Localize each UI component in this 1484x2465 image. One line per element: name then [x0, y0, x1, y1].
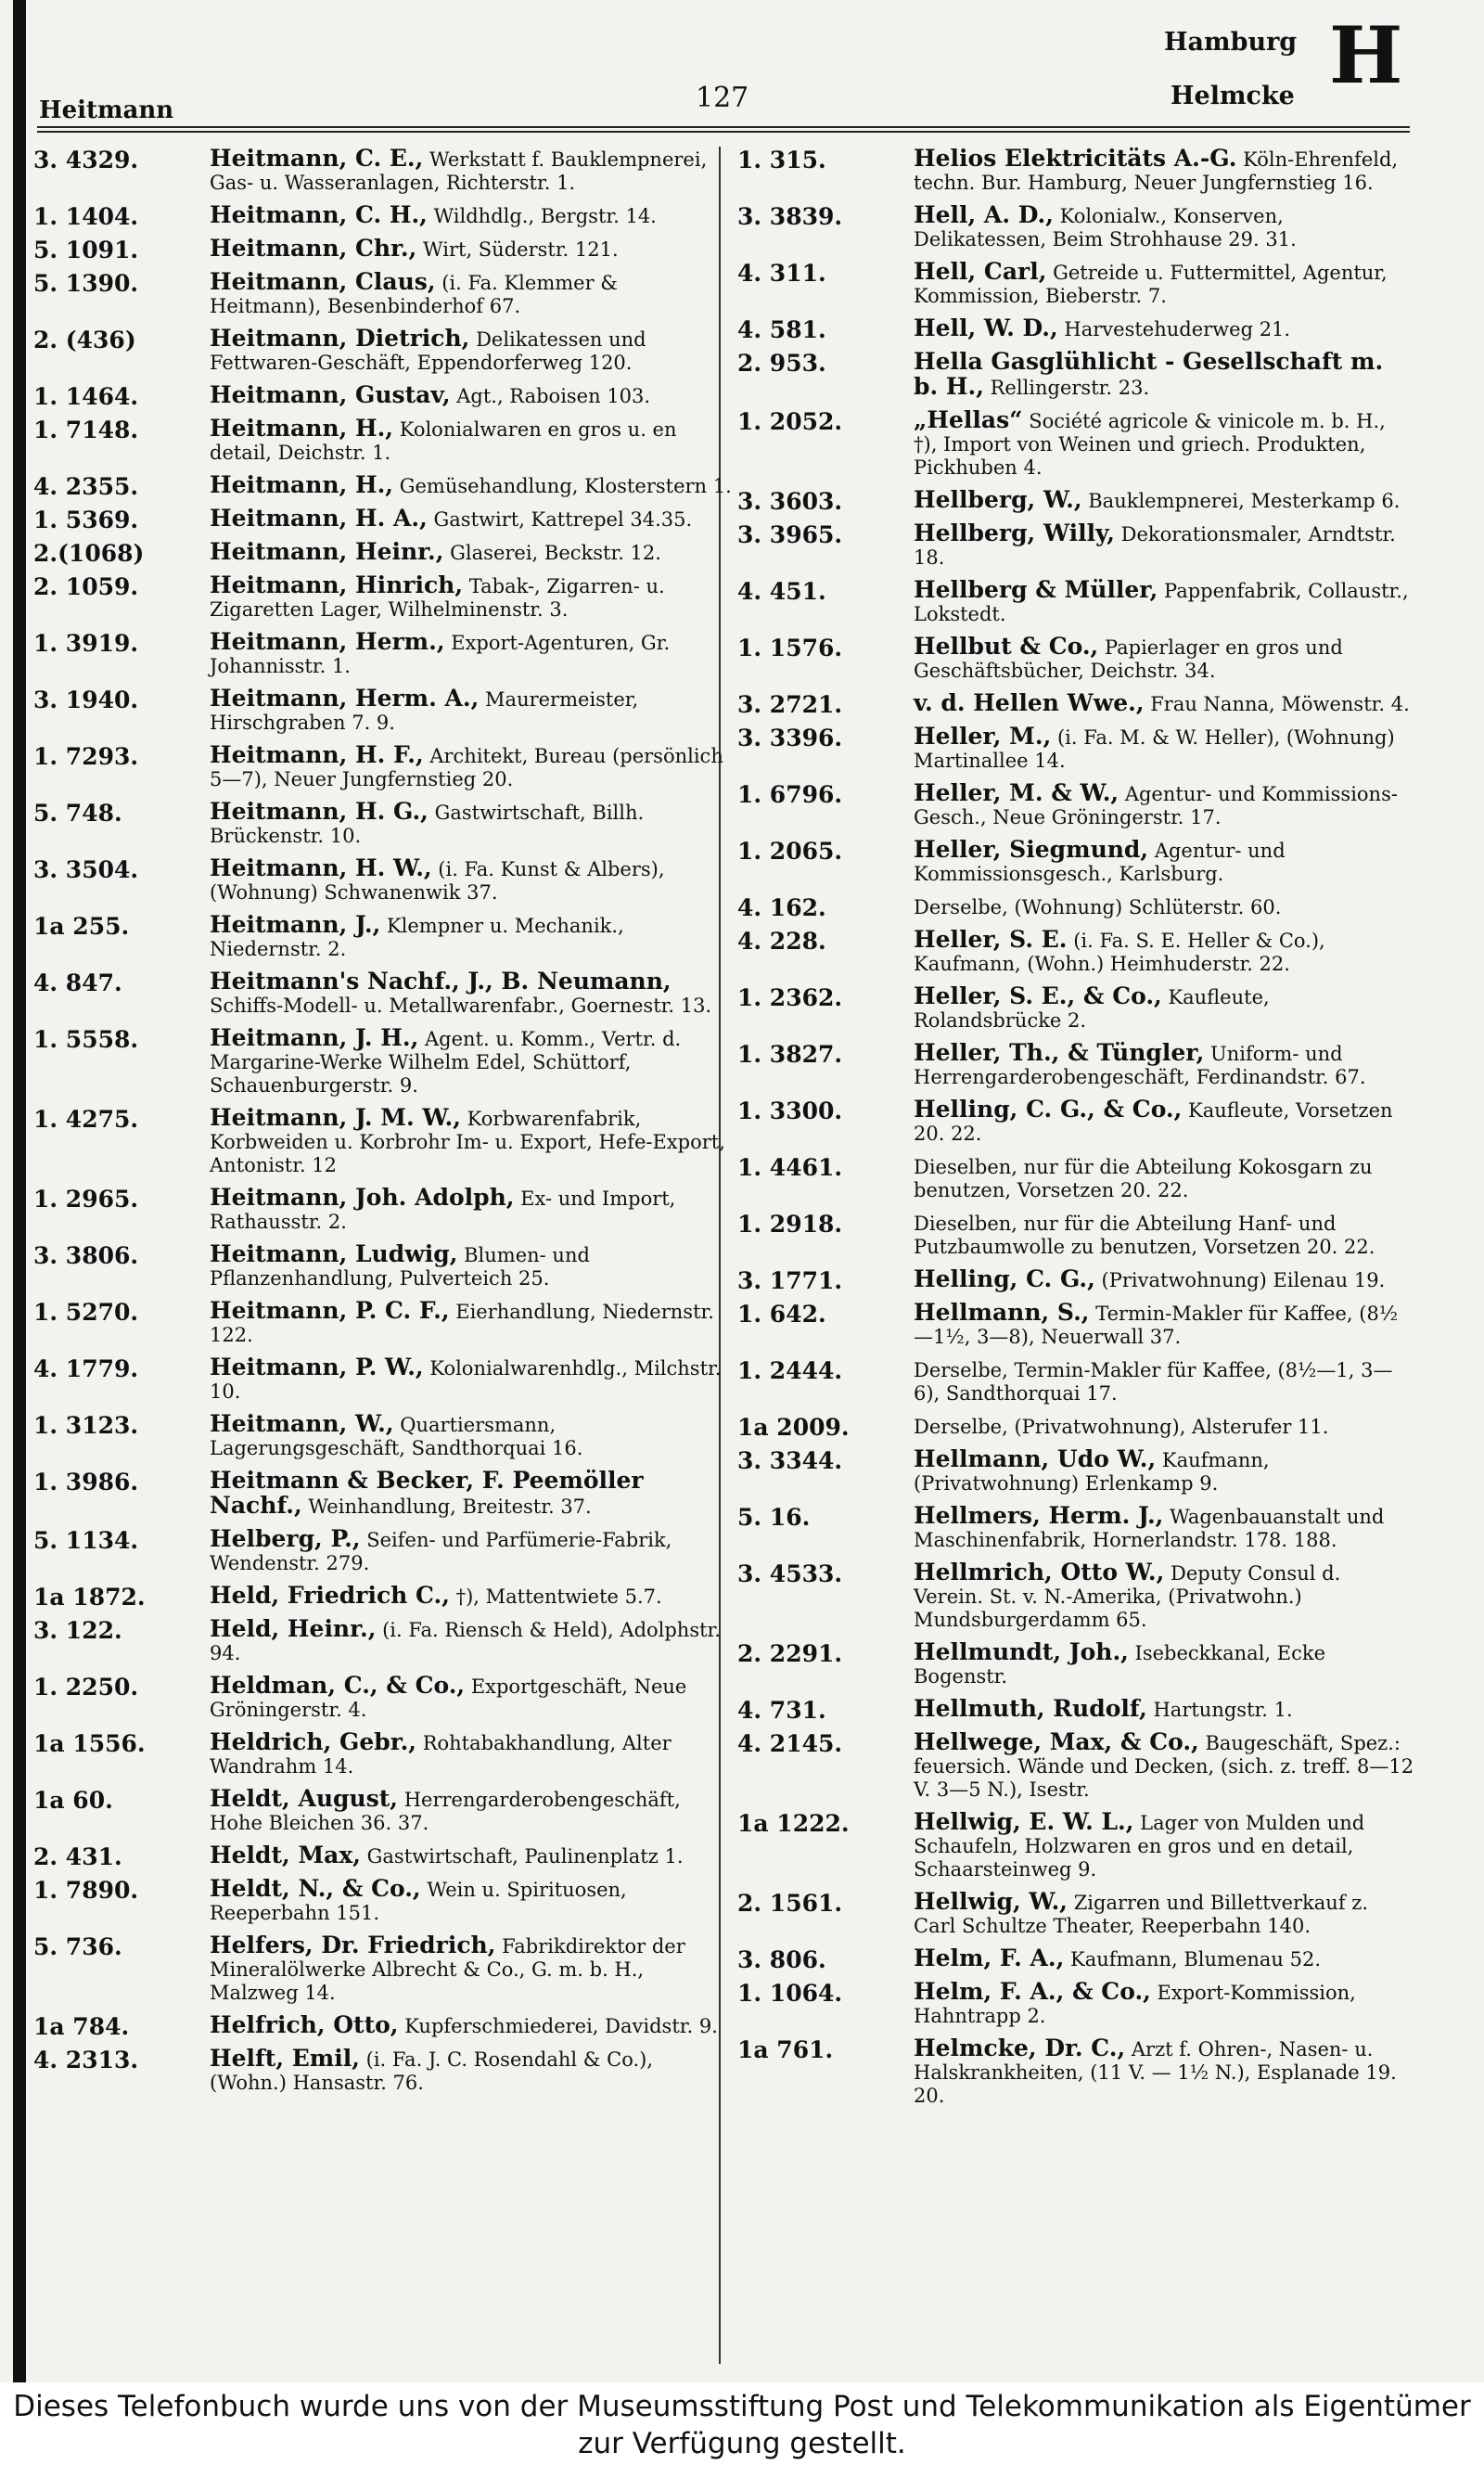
- directory-entry: [737, 2036, 1414, 2108]
- phone-number: 4. 311.: [737, 260, 826, 287]
- phone-number: 1. 3986.: [33, 1469, 139, 1496]
- directory-entry: [33, 1674, 734, 1722]
- entry-details: Rellingerstr. 23.: [990, 377, 1150, 399]
- directory-entry: [737, 894, 1414, 919]
- entry-name: Heller, Siegmund,: [914, 836, 1149, 863]
- entry-name: Hellberg & Müller,: [914, 576, 1158, 603]
- directory-entry: [737, 1211, 1414, 1259]
- entry-details: Derselbe, (Privatwohnung), Alsterufer 11.: [914, 1416, 1329, 1438]
- entry-name: Heitmann, P. W.,: [210, 1354, 424, 1380]
- directory-entry: [33, 1584, 734, 1609]
- phone-number: 4. 162.: [737, 894, 826, 921]
- entry-details: Derselbe, Termin-Makler für Kaffee, (8½—1, 3—6), Sandthorquai 17.: [914, 1359, 1393, 1405]
- phone-number: 1a 60.: [33, 1787, 113, 1814]
- entry-details: Wagenbauanstalt und Maschinenfabrik, Hornerlandstr. 178. 188.: [914, 1506, 1385, 1551]
- entry-name: Heitmann, Herm.,: [210, 628, 445, 655]
- page-edge-mark: [13, 0, 26, 2382]
- entry-name: Heller, M.,: [914, 723, 1052, 750]
- entry-details: Getreide u. Futtermittel, Agentur, Kommission, Bieberstr. 7.: [914, 262, 1388, 307]
- entry-name: Held, Friedrich C.,: [210, 1582, 450, 1609]
- directory-entry: [33, 270, 734, 318]
- directory-entry: [737, 1357, 1414, 1406]
- directory-entry: [737, 1098, 1414, 1146]
- directory-entry: [737, 781, 1414, 829]
- entry-details: Frau Nanna, Möwenstr. 4.: [1150, 693, 1410, 715]
- phone-number: 1a 2009.: [737, 1414, 850, 1441]
- phone-number: 4. 581.: [737, 316, 826, 343]
- phone-number: 4. 228.: [737, 928, 826, 955]
- phone-number: 1. 2444.: [737, 1357, 843, 1384]
- entry-name: Helberg, P.,: [210, 1525, 361, 1552]
- entry-details: Société agricole & vinicole m. b. H., †), Import von Weinen und griech. Produkten, Pickhuben 4.: [914, 410, 1386, 479]
- entry-name: Heitmann, Hinrich,: [210, 571, 464, 598]
- phone-number: 3. 122.: [33, 1617, 122, 1644]
- phone-number: 1. 7148.: [33, 417, 139, 443]
- entry-details: Gastwirtschaft, Billh. Brückenstr. 10.: [210, 802, 645, 847]
- entry-details: Harvestehuderweg 21.: [1064, 318, 1291, 340]
- phone-number: 1a 761.: [737, 2036, 834, 2063]
- directory-entry: [737, 635, 1414, 683]
- phone-number: 1. 642.: [737, 1301, 826, 1328]
- directory-entry: [33, 1787, 734, 1835]
- directory-entry: [33, 1730, 734, 1778]
- directory-entry: [33, 2047, 734, 2095]
- phone-number: 3. 3504.: [33, 856, 139, 883]
- entry-details: Kaufleute, Rolandsbrücke 2.: [914, 986, 1270, 1032]
- directory-entry: [33, 417, 734, 465]
- entry-details: Exportgeschäft, Neue Gröningerstr. 4.: [210, 1675, 687, 1721]
- entry-name: Heitmann, Ludwig,: [210, 1240, 458, 1267]
- entry-details: Export-Agenturen, Gr. Johannisstr. 1.: [210, 632, 671, 677]
- entry-details: Kaufmann, Blumenau 52.: [1070, 1948, 1322, 1971]
- left-column: [33, 147, 734, 2103]
- entry-details: Werkstatt f. Bauklempnerei, Gas- u. Wasseranlagen, Richterstr. 1.: [210, 148, 708, 194]
- entry-name: Heitmann, Joh. Adolph,: [210, 1184, 515, 1211]
- directory-entry: [737, 928, 1414, 976]
- entry-name: Heitmann & Becker, F. Peemöller Nachf.,: [210, 1467, 644, 1519]
- directory-entry: [737, 260, 1414, 308]
- directory-entry: [737, 316, 1414, 341]
- header-left-keyword: Heitmann: [39, 96, 174, 124]
- phone-number: 4. 1779.: [33, 1355, 139, 1382]
- directory-entry: [737, 1414, 1414, 1439]
- entry-name: Hellmundt, Joh.,: [914, 1638, 1129, 1665]
- phone-number: 1. 5369.: [33, 507, 139, 533]
- entry-details: Weinhandlung, Breitestr. 37.: [308, 1496, 592, 1518]
- entry-details: Isebeckkanal, Ecke Bogenstr.: [914, 1642, 1326, 1688]
- entry-name: Hell, Carl,: [914, 258, 1047, 285]
- entry-name: Hell, W. D.,: [914, 315, 1058, 341]
- entry-details: (i. Fa. S. E. Heller & Co.), Kaufmann, (Wohn.) Heimhuderstr. 22.: [914, 930, 1325, 975]
- entry-name: Heitmann, J. H.,: [210, 1024, 419, 1051]
- entry-name: Heitmann, W.,: [210, 1410, 394, 1437]
- entry-details: Bauklempnerei, Mesterkamp 6.: [1088, 490, 1401, 512]
- directory-entry: [737, 1447, 1414, 1496]
- entry-name: Heitmann, J. M. W.,: [210, 1104, 461, 1131]
- entry-details: Kaufleute, Vorsetzen 20. 22.: [914, 1099, 1393, 1145]
- entry-name: Hellberg, Willy,: [914, 520, 1115, 546]
- entry-name: Hellwig, W.,: [914, 1888, 1068, 1915]
- directory-entry: [33, 573, 734, 622]
- entry-details: (i. Fa. J. C. Rosendahl & Co.), (Wohn.) Hansastr. 76.: [210, 2048, 654, 2094]
- phone-number: 5. 1091.: [33, 237, 139, 263]
- phone-number: 3. 3603.: [737, 488, 843, 515]
- page-number: 127: [696, 82, 749, 114]
- phone-number: 3. 3965.: [737, 521, 843, 548]
- directory-entry: [737, 1154, 1414, 1202]
- directory-entry: [33, 1617, 734, 1665]
- phone-number: 1. 4461.: [737, 1154, 843, 1181]
- directory-entry: [33, 473, 734, 498]
- entry-details: Dekorationsmaler, Arndtstr. 18.: [914, 523, 1396, 569]
- phone-number: 4. 731.: [737, 1697, 826, 1724]
- entry-name: Heitmann, J.,: [210, 911, 381, 938]
- directory-entry: [737, 725, 1414, 773]
- phone-number: 4. 2355.: [33, 473, 139, 500]
- phone-number: 1. 3919.: [33, 630, 139, 657]
- phone-number: 5. 16.: [737, 1504, 811, 1531]
- directory-entry: [33, 1469, 734, 1519]
- entry-name: Helm, F. A.,: [914, 1945, 1065, 1971]
- header-rule: [37, 126, 1410, 128]
- entry-name: Heller, M. & W.,: [914, 779, 1119, 806]
- entry-name: v. d. Hellen Wwe.,: [914, 689, 1145, 716]
- entry-details: Wein u. Spirituosen, Reeperbahn 151.: [210, 1879, 627, 1924]
- entry-name: Hellwig, E. W. L.,: [914, 1808, 1134, 1835]
- phone-number: 3. 1940.: [33, 687, 139, 713]
- phone-number: 1. 1464.: [33, 383, 139, 410]
- directory-entry: [737, 1810, 1414, 1881]
- entry-details: Delikatessen und Fettwaren-Geschäft, Eppendorferweg 120.: [210, 328, 646, 374]
- directory-entry: [737, 984, 1414, 1033]
- phone-number: 3. 806.: [737, 1946, 826, 1973]
- directory-entry: [33, 913, 734, 961]
- entry-details: Korbwarenfabrik, Korbweiden u. Korbrohr Im- u. Export, Hefe-Export, Antonistr. 12: [210, 1108, 725, 1176]
- phone-number: 5. 1390.: [33, 270, 139, 297]
- phone-number: 1a 784.: [33, 2013, 130, 2040]
- directory-entry: [737, 1640, 1414, 1688]
- entry-details: Kolonialwaren en gros u. en detail, Deichstr. 1.: [210, 418, 677, 464]
- directory-entry: [33, 1877, 734, 1925]
- phone-number: 1. 1404.: [33, 203, 139, 230]
- entry-name: Helft, Emil,: [210, 2045, 360, 2072]
- entry-name: Helmcke, Dr. C.,: [914, 2035, 1126, 2061]
- entry-details: Arzt f. Ohren-, Nasen- u. Halskrankheiten, (11 V. — 1½ N.), Esplanade 19. 20.: [914, 2038, 1397, 2107]
- directory-entry: [737, 1980, 1414, 2028]
- directory-entry: [33, 1355, 734, 1404]
- directory-entry: [33, 203, 734, 228]
- entry-details: Gastwirt, Kattrepel 34.35.: [433, 508, 693, 531]
- entry-details: Seifen- und Parfümerie-Fabrik, Wendenstr. 279.: [210, 1529, 672, 1574]
- phone-number: 3. 3839.: [737, 203, 843, 230]
- entry-details: Export-Kommission, Hahntrapp 2.: [914, 1982, 1356, 2027]
- directory-entry: [33, 1026, 734, 1098]
- phone-number: 5. 736.: [33, 1933, 122, 1960]
- entry-name: Heitmann, Gustav,: [210, 381, 451, 408]
- directory-entry: [737, 1890, 1414, 1938]
- phone-number: 4. 2313.: [33, 2047, 139, 2073]
- entry-name: Heitmann, Chr.,: [210, 235, 417, 262]
- directory-entry: [737, 1697, 1414, 1722]
- directory-entry: [33, 969, 734, 1018]
- entry-name: Hella Gasglühlicht - Gesellschaft m. b. H.,: [914, 348, 1384, 400]
- entry-details: Kolonialwarenhdlg., Milchstr. 10.: [210, 1357, 722, 1403]
- entry-name: Heitmann, H.,: [210, 471, 394, 498]
- phone-number: 1. 3300.: [737, 1098, 843, 1124]
- phone-number: 3. 3806.: [33, 1242, 139, 1269]
- directory-entry: [33, 327, 734, 375]
- phone-number: 3. 2721.: [737, 691, 843, 718]
- entry-details: Kaufmann, (Privatwohnung) Erlenkamp 9.: [914, 1449, 1270, 1495]
- directory-entry: [33, 1412, 734, 1460]
- phone-number: 1. 2918.: [737, 1211, 843, 1238]
- entry-name: Held, Heinr.,: [210, 1615, 377, 1642]
- directory-entry: [737, 147, 1414, 195]
- directory-entry: [737, 1946, 1414, 1971]
- phone-number: 1. 2065.: [737, 838, 843, 865]
- phone-number: 2. 431.: [33, 1843, 122, 1870]
- header-city: Hamburg: [1164, 28, 1298, 57]
- entry-name: Hell, A. D.,: [914, 201, 1054, 228]
- directory-entry: [33, 1186, 734, 1234]
- entry-name: Hellmann, Udo W.,: [914, 1445, 1157, 1472]
- entry-name: Heldt, Max,: [210, 1842, 361, 1868]
- entry-name: Helling, C. G., & Co.,: [914, 1096, 1183, 1123]
- entry-name: Heldt, N., & Co.,: [210, 1875, 421, 1902]
- entry-details: Termin-Makler für Kaffee, (8½—1½, 3—8), Neuerwall 37.: [914, 1303, 1399, 1348]
- directory-entry: [33, 1299, 734, 1347]
- entry-name: „Hellas“: [914, 406, 1023, 433]
- phone-number: 1a 1556.: [33, 1730, 146, 1757]
- directory-entry: [33, 237, 734, 262]
- entry-name: Hellmrich, Otto W.,: [914, 1559, 1165, 1586]
- entry-details: Derselbe, (Wohnung) Schlüterstr. 60.: [914, 896, 1282, 918]
- directory-entry: [737, 1041, 1414, 1089]
- entry-name: Hellmuth, Rudolf,: [914, 1695, 1147, 1722]
- directory-entry: [33, 147, 734, 195]
- phone-number: 1. 4275.: [33, 1106, 139, 1133]
- entry-details: (i. Fa. Klemmer & Heitmann), Besenbinderhof 67.: [210, 272, 618, 317]
- directory-entry: [33, 383, 734, 408]
- phone-number: 2.(1068): [33, 540, 145, 567]
- directory-entry: [33, 687, 734, 735]
- phone-number: 1. 5558.: [33, 1026, 139, 1053]
- entry-details: (i. Fa. Riensch & Held), Adolphstr. 94.: [210, 1619, 721, 1664]
- entry-details: Kupferschmiederei, Davidstr. 9.: [404, 2015, 718, 2037]
- entry-details: Agent. u. Komm., Vertr. d. Margarine-Werke Wilhelm Edel, Schüttorf, Schauenburgerstr. 9.: [210, 1028, 682, 1097]
- directory-entry: [737, 203, 1414, 251]
- entry-name: Hellberg, W.,: [914, 486, 1082, 513]
- phone-number: 1. 2965.: [33, 1186, 139, 1213]
- phone-number: 1. 2250.: [33, 1674, 139, 1701]
- phone-number: 4. 451.: [737, 578, 826, 605]
- header-rule: [37, 131, 1410, 133]
- entry-details: †), Mattentwiete 5.7.: [455, 1586, 662, 1608]
- directory-entry: [737, 521, 1414, 570]
- entry-details: Lager von Mulden und Schaufeln, Holzwaren en gros und en detail, Schaarsteinweg 9.: [914, 1812, 1365, 1881]
- phone-number: 3. 3396.: [737, 725, 843, 751]
- phone-number: 1. 1064.: [737, 1980, 843, 2007]
- entry-name: Heitmann, Heinr.,: [210, 538, 444, 565]
- entry-name: Heitmann, C. H.,: [210, 201, 428, 228]
- entry-name: Heitmann, Claus,: [210, 268, 436, 295]
- entry-name: Heller, S. E., & Co.,: [914, 982, 1162, 1009]
- directory-entry: [737, 578, 1414, 626]
- entry-details: Köln-Ehrenfeld, techn. Bur. Hamburg, Neuer Jungfernstieg 16.: [914, 148, 1399, 194]
- entry-details: Blumen- und Pflanzenhandlung, Pulverteich 25.: [210, 1244, 590, 1290]
- entry-details: Quartiersmann, Lagerungsgeschäft, Sandthorquai 16.: [210, 1414, 583, 1459]
- entry-details: Tabak-, Zigarren- u. Zigaretten Lager, Wilhelminenstr. 3.: [210, 575, 665, 621]
- phone-number: 3. 4533.: [737, 1560, 843, 1587]
- entry-details: Fabrikdirektor der Mineralölwerke Albrecht & Co., G. m. b. H., Malzweg 14.: [210, 1935, 685, 2004]
- directory-entry: [33, 1843, 734, 1868]
- entry-name: Heller, S. E.: [914, 926, 1068, 953]
- phone-number: 1. 3123.: [33, 1412, 139, 1439]
- phone-number: 1. 1576.: [737, 635, 843, 661]
- phone-number: 1. 315.: [737, 147, 826, 173]
- entry-details: Zigarren und Billettverkauf z. Carl Schultze Theater, Reeperbahn 140.: [914, 1892, 1369, 1937]
- entry-name: Heller, Th., & Tüngler,: [914, 1039, 1205, 1066]
- entry-name: Heitmann, P. C. F.,: [210, 1297, 450, 1324]
- directory-entry: [737, 1504, 1414, 1552]
- entry-details: Dieselben, nur für die Abteilung Hanf- und Putzbaumwolle zu benutzen, Vorsetzen 20. 22.: [914, 1213, 1375, 1258]
- entry-name: Hellmann, S.,: [914, 1299, 1090, 1326]
- entry-details: Gastwirtschaft, Paulinenplatz 1.: [366, 1845, 684, 1868]
- entry-details: Wildhdlg., Bergstr. 14.: [433, 205, 657, 227]
- phone-number: 1. 3827.: [737, 1041, 843, 1068]
- directory-entry: [737, 1267, 1414, 1292]
- directory-entry: [33, 507, 734, 532]
- entry-name: Heitmann, H.,: [210, 415, 394, 442]
- entry-name: Hellwege, Max, & Co.,: [914, 1728, 1199, 1755]
- directory-entry: [737, 838, 1414, 886]
- directory-entry: [737, 408, 1414, 480]
- entry-details: (i. Fa. M. & W. Heller), (Wohnung) Martinallee 14.: [914, 726, 1395, 772]
- directory-entry: [33, 856, 734, 905]
- entry-name: Hellbut & Co.,: [914, 633, 1099, 660]
- entry-name: Helfrich, Otto,: [210, 2011, 399, 2038]
- entry-details: Architekt, Bureau (persönlich 5—7), Neuer Jungfernstieg 20.: [210, 745, 723, 790]
- entry-details: Agentur- und Kommissions-Gesch., Neue Gröningerstr. 17.: [914, 783, 1398, 828]
- entry-details: Klempner u. Mechanik., Niedernstr. 2.: [210, 915, 624, 960]
- phone-number: 2. 1059.: [33, 573, 139, 600]
- entry-name: Helling, C. G.,: [914, 1265, 1095, 1292]
- entry-details: Gemüsehandlung, Klosterstern 1.: [399, 475, 732, 497]
- header-right-keyword: Helmcke: [1171, 82, 1295, 110]
- directory-entry: [737, 1301, 1414, 1349]
- phone-number: 2. (436): [33, 327, 136, 353]
- directory-entry: [33, 540, 734, 565]
- directory-entry: [737, 488, 1414, 513]
- entry-details: Herrengarderobengeschäft, Hohe Bleichen 36. 37.: [210, 1789, 681, 1834]
- entry-name: Heitmann, Dietrich,: [210, 325, 470, 352]
- entry-name: Heldrich, Gebr.,: [210, 1728, 416, 1755]
- entry-details: (Privatwohnung) Eilenau 19.: [1101, 1269, 1386, 1291]
- phone-number: 1. 7890.: [33, 1877, 139, 1904]
- entry-details: Papierlager en gros und Geschäftsbücher, Deichstr. 34.: [914, 636, 1343, 682]
- entry-name: Heitmann, H. G.,: [210, 798, 429, 825]
- directory-entry: [33, 1933, 734, 2005]
- phone-number: 5. 748.: [33, 800, 122, 827]
- directory-entry: [33, 743, 734, 791]
- directory-entry: [33, 1527, 734, 1575]
- directory-entry: [33, 2013, 734, 2038]
- entry-details: Wirt, Süderstr. 121.: [423, 238, 619, 261]
- entry-name: Heitmann, C. E.,: [210, 145, 424, 172]
- phone-number: 4. 847.: [33, 969, 122, 996]
- entry-name: Heitmann, H. A.,: [210, 505, 428, 532]
- entry-details: Kolonialw., Konserven, Delikatessen, Beim Strohhause 29. 31.: [914, 205, 1297, 250]
- phone-number: 2. 1561.: [737, 1890, 843, 1917]
- entry-details: Baugeschäft, Spez.: feuersich. Wände und Decken, (sich. z. treff. 8—12 V. 3—5 N.), Isestr.: [914, 1732, 1414, 1801]
- entry-name: Helfers, Dr. Friedrich,: [210, 1932, 496, 1958]
- entry-details: Agentur- und Kommissionsgesch., Karlsburg.: [914, 840, 1286, 885]
- entry-details: Hartungstr. 1.: [1153, 1699, 1293, 1721]
- phone-number: 3. 1771.: [737, 1267, 843, 1294]
- entry-name: Hellmers, Herm. J.,: [914, 1502, 1164, 1529]
- phone-number: 4. 2145.: [737, 1730, 843, 1757]
- entry-name: Helm, F. A., & Co.,: [914, 1978, 1151, 2005]
- entry-details: Pappenfabrik, Collaustr., Lokstedt.: [914, 580, 1409, 625]
- directory-entry: [737, 1730, 1414, 1802]
- entry-details: Eierhandlung, Niedernstr. 122.: [210, 1301, 714, 1346]
- section-letter: H: [1329, 9, 1403, 101]
- entry-details: Maurermeister, Hirschgraben 7. 9.: [210, 688, 639, 734]
- directory-entry: [737, 350, 1414, 400]
- entry-details: Agt., Raboisen 103.: [456, 385, 651, 407]
- phone-number: 3. 3344.: [737, 1447, 843, 1474]
- phone-number: 1. 2362.: [737, 984, 843, 1011]
- directory-entry: [33, 1242, 734, 1290]
- entry-details: Glaserei, Beckstr. 12.: [450, 542, 661, 564]
- entry-name: Heitmann, H. F.,: [210, 741, 424, 768]
- entry-name: Heldman, C., & Co.,: [210, 1672, 466, 1699]
- phone-number: 1. 5270.: [33, 1299, 139, 1326]
- directory-entry: [33, 1106, 734, 1177]
- entry-details: Ex- und Import, Rathausstr. 2.: [210, 1188, 676, 1233]
- phone-number: 1. 7293.: [33, 743, 139, 770]
- entry-name: Helios Elektricitäts A.-G.: [914, 145, 1237, 172]
- entry-details: Rohtabakhandlung, Alter Wandrahm 14.: [210, 1732, 672, 1778]
- phone-number: 1. 2052.: [737, 408, 843, 435]
- phone-number: 1. 6796.: [737, 781, 843, 808]
- entry-details: Deputy Consul d. Verein. St. v. N.-Amerika, (Privatwohn.) Mundsburgerdamm 65.: [914, 1562, 1341, 1631]
- entry-details: Dieselben, nur für die Abteilung Kokosgarn zu benutzen, Vorsetzen 20. 22.: [914, 1156, 1373, 1201]
- footer-notice: Dieses Telefonbuch wurde uns von der Museumsstiftung Post und Telekommunikation als Eigentümer zur Verfügung gestellt.: [0, 2382, 1484, 2465]
- entry-name: Heitmann's Nachf., J., B. Neumann,: [210, 968, 672, 995]
- directory-entry: [33, 800, 734, 848]
- phone-number: 5. 1134.: [33, 1527, 139, 1554]
- entry-details: Schiffs-Modell- u. Metallwarenfabr., Goernestr. 13.: [210, 995, 712, 1017]
- directory-entry: [737, 1560, 1414, 1632]
- entry-name: Heitmann, Herm. A.,: [210, 685, 480, 712]
- entry-name: Heitmann, H. W.,: [210, 854, 432, 881]
- phone-number: 1a 1222.: [737, 1810, 850, 1837]
- directory-entry: [33, 630, 734, 678]
- directory-entry: [737, 691, 1414, 716]
- entry-name: Heldt, August,: [210, 1785, 399, 1812]
- entry-details: Uniform- und Herrengarderobengeschäft, Ferdinandstr. 67.: [914, 1043, 1366, 1088]
- phone-number: 2. 2291.: [737, 1640, 843, 1667]
- phone-number: 2. 953.: [737, 350, 826, 377]
- phone-number: 1a 255.: [33, 913, 130, 940]
- phone-number: 1a 1872.: [33, 1584, 146, 1611]
- entry-details: (i. Fa. Kunst & Albers), (Wohnung) Schwanenwik 37.: [210, 858, 665, 904]
- right-column: [737, 147, 1414, 2116]
- phone-number: 3. 4329.: [33, 147, 139, 173]
